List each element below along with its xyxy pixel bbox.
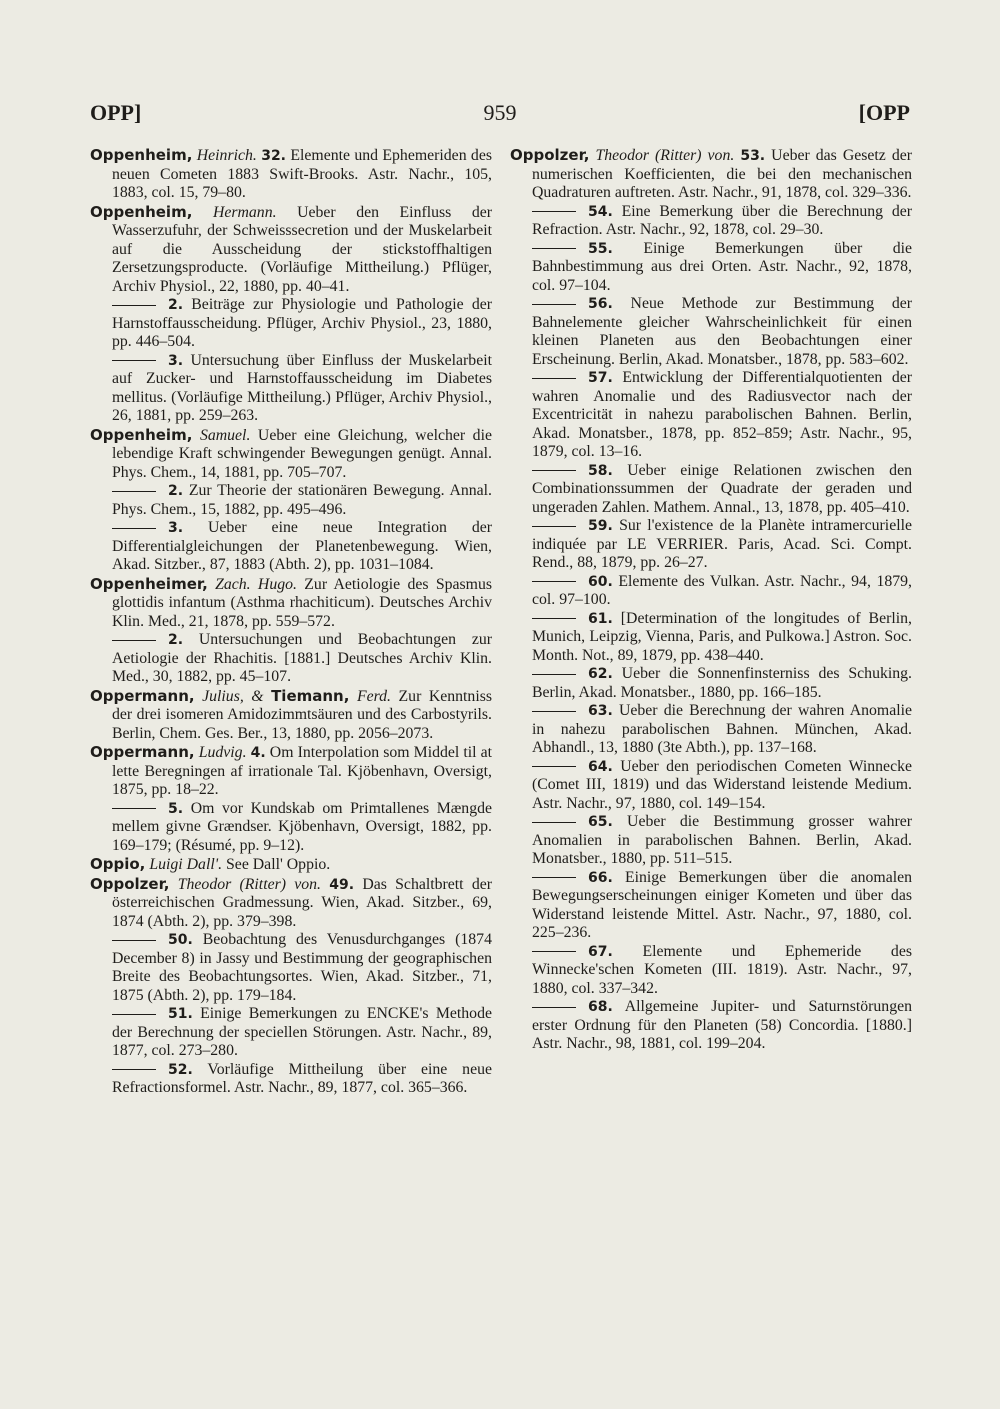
ditto-dash — [112, 640, 156, 641]
ditto-dash — [112, 360, 156, 361]
entry-number: 64. — [588, 758, 613, 775]
bibliography-entry — [90, 426, 492, 483]
entry-text: Ueber den Einfluss der Wasserzufuhr, der Schweisssecretion und der Muskelarbeit auf die Ausscheidung der stickstoffhaltigen Zersetzungsproducte. (Vorläufige Mittheilung.) Pflüger, Archiv Physiol., 22, 1880, pp. 40–41. — [112, 203, 493, 295]
bibliography-entry — [90, 855, 492, 875]
sub-entry — [90, 482, 492, 519]
entry-number: 2. — [168, 483, 184, 499]
bibliography-entry — [90, 875, 492, 932]
right-column — [510, 146, 912, 1054]
entry-text: Ueber das Gesetz der numerischen Koefficienten, die bei den mechanischen Quadraturen auftreten. Astr. Nachr., 91, 1878, col. 329–336. — [532, 147, 912, 201]
entry-text: Sur l'existence de la Planète intramercurielle indiquée par LE VERRIER. Paris, Acad. Sci. Compt. Rend., 88, 1879, pp. 26–27. — [532, 517, 912, 571]
sub-entry — [90, 931, 492, 1005]
entry-number: 3. — [168, 520, 184, 536]
entry-text: Einige Bemerkungen zu ENCKE's Methode der Berechnung der speciellen Störungen. Astr. Nachr., 89, 1877, col. 273–280. — [112, 1005, 492, 1059]
bibliography-entry — [90, 203, 492, 297]
sub-entry — [510, 998, 912, 1054]
entry-number: 65. — [588, 814, 613, 830]
sub-entry — [90, 352, 492, 426]
entry-text: Allgemeine Jupiter- und Saturnstörungen erster Ordnung für den Planeten (58) Concordia. [1880.] Astr. Nachr., 98, 1881, col. 199–204. — [532, 998, 913, 1052]
entry-number: 60. — [588, 573, 613, 590]
ditto-dash — [532, 877, 576, 878]
ditto-dash — [532, 766, 576, 767]
bibliography-entry — [90, 575, 492, 632]
sub-entry — [510, 665, 912, 702]
entry-text: Om Interpolation som Middel til at lette Beregningen af irrationale Tal. Kjöbenhavn, Oversigt, 1875, pp. 18–22. — [112, 744, 493, 798]
sub-entry — [90, 519, 492, 575]
entry-number: 3. — [168, 352, 184, 369]
ditto-dash — [112, 940, 156, 941]
sub-entry — [90, 1061, 492, 1098]
entry-text: Ueber die Bestimmung grosser wahrer Anomalien in parabolischen Bahnen. Berlin, Akad. Monatsber., 1880, pp. 511–515. — [532, 813, 912, 867]
entry-text: Zur Aetiologie des Spasmus glottidis infantum (Asthma rhachiticum). Deutsches Archiv Klin. Med., 21, 1878, pp. 559–572. — [112, 575, 492, 630]
entry-number: 68. — [588, 999, 613, 1015]
entry-text: Elemente und Ephemeride des Winnecke'schen Kometen (III. 1819). Astr. Nachr., 97, 1880, col. 337–342. — [532, 942, 912, 997]
entry-number: 51. — [168, 1006, 193, 1022]
entry-number: 32. — [261, 148, 287, 164]
entry-text: Elemente des Vulkan. Astr. Nachr., 94, 1879, col. 97–100. — [532, 572, 913, 608]
entry-text: Beobachtung des Venusdurchganges (1874 December 8) in Jassy und Bestimmung der geographischen Breite des Beobachtungsortes. Wien, Akad. Sitzber., 71, 1875 (Abth. 2), pp. 179–184. — [112, 931, 492, 1004]
author-given-name: Heinrich. — [196, 147, 257, 164]
ditto-dash — [532, 674, 576, 675]
author-name: Oppenheim, — [90, 146, 193, 164]
ditto-dash — [532, 1007, 576, 1008]
author-given-name: Hermann. — [212, 203, 277, 221]
author-given-name: Luigi Dall'. — [149, 856, 223, 873]
ditto-dash — [112, 528, 156, 529]
entry-text: Ueber eine Gleichung, welcher die lebendige Kraft schwingender Bewegungen genügt. Annal. Phys. Chem., 14, 1881, pp. 705–707. — [112, 426, 492, 481]
entry-number: 63. — [588, 703, 613, 719]
running-header — [90, 100, 910, 130]
entry-number: 2. — [168, 297, 184, 313]
sub-entry — [510, 702, 912, 758]
ditto-dash — [112, 491, 156, 492]
ditto-dash — [532, 211, 576, 212]
coauthor-given-name: Ferd. — [356, 687, 392, 705]
sub-entry — [510, 517, 912, 573]
entry-number: 59. — [588, 518, 613, 534]
ditto-dash — [532, 581, 576, 582]
author-given-name: Zach. Hugo. — [215, 575, 297, 593]
entry-text: Zur Theorie der stationären Bewegung. Annal. Phys. Chem., 15, 1882, pp. 495–496. — [112, 482, 493, 518]
entry-number: 54. — [588, 203, 613, 220]
entry-text: See Dall' Oppio. — [226, 856, 331, 873]
author-name: Oppermann, — [90, 743, 195, 761]
entry-text: Vorläufige Mittheilung über eine neue Refractionsformel. Astr. Nachr., 89, 1877, col. 365–366. — [112, 1060, 492, 1096]
author-name: Oppolzer, — [510, 146, 590, 164]
sub-entry — [90, 800, 492, 856]
author-given-name: Theodor (Ritter) von. — [177, 875, 322, 893]
sub-entry — [510, 295, 912, 369]
entry-number: 58. — [588, 462, 613, 479]
entry-text: Entwicklung der Differentialquotienten der wahren Anomalie und des Radiusvector nach der Excentricität in nahezu parabolischen Bahnen. Berlin, Akad. Monatsber., 1878, pp. 852–859; Astr. Nachr., 95, 1879, col. 13–16. — [532, 369, 912, 460]
entry-number: 53. — [740, 148, 766, 164]
bibliography-entry — [510, 146, 912, 203]
entry-text: Om vor Kundskab om Primtallenes Mængde mellem givne Grændser. Kjöbenhavn, Oversigt, 1882, pp. 169–179; (Résumé, pp. 9–12). — [112, 799, 492, 854]
entry-number: 61. — [588, 610, 613, 627]
entry-number: 52. — [168, 1061, 193, 1078]
ditto-dash — [112, 808, 156, 809]
left-column — [90, 146, 492, 1098]
bibliography-entry — [90, 687, 492, 744]
header-left: OPP] — [90, 100, 142, 125]
entry-text: [Determination of the longitudes of Berlin, Munich, Leipzig, Vienna, Paris, and Pulkowa.] Astron. Soc. Month. Not., 89, 1879, pp. 438–440. — [532, 609, 912, 664]
entry-number: 2. — [168, 632, 184, 648]
ditto-dash — [532, 618, 576, 619]
ditto-dash — [532, 304, 576, 305]
entry-number: 66. — [588, 869, 613, 886]
author-name: Oppermann, — [90, 686, 195, 705]
sub-entry — [510, 462, 912, 518]
bibliography-entry — [90, 743, 492, 800]
entry-text: Ueber einige Relationen zwischen den Combinationssummen der Quadrate der geraden und ungeraden Zahlen. Mathem. Annal., 13, 1878, pp. 405–410. — [532, 461, 912, 516]
entry-number: 50. — [168, 932, 193, 948]
author-name: Oppenheim, — [90, 202, 193, 221]
sub-entry — [90, 631, 492, 687]
entry-number: 5. — [168, 800, 184, 817]
header-right: [OPP — [858, 100, 910, 125]
author-name: Oppio, — [90, 855, 146, 873]
author-given-name: Theodor (Ritter) von. — [595, 147, 735, 164]
sub-entry — [510, 813, 912, 869]
entry-number: 57. — [588, 370, 613, 386]
entry-text: Ueber den periodischen Cometen Winnecke (Comet III, 1819) und das Widerstand leistende Medium. Astr. Nachr., 97, 1880, col. 149–154. — [532, 757, 912, 812]
entry-number: 49. — [329, 876, 355, 893]
entry-text: Ueber die Berechnung der wahren Anomalie in nahezu parabolischen Bahnen. München, Akad. Abhandl., 13, 1880 (3te Abth.), pp. 137–168. — [532, 702, 912, 756]
sub-entry — [90, 296, 492, 352]
author-given-name: Julius, & — [202, 687, 264, 705]
entry-text: Das Schaltbrett der österreichischen Gradmessung. Wien, Akad. Sitzber., 69, 1874 (Abth. 2), pp. 379–398. — [112, 875, 492, 930]
ditto-dash — [532, 822, 576, 823]
page-number: 959 — [483, 100, 517, 125]
ditto-dash — [532, 470, 576, 471]
ditto-dash — [532, 248, 576, 249]
author-given-name: Samuel. — [199, 426, 251, 444]
entry-text: Ueber eine neue Integration der Differentialgleichungen der Planetenbewegung. Wien, Akad. Sitzber., 87, 1883 (Abth. 2), pp. 1031–1084. — [112, 519, 492, 573]
author-name: Oppenheim, — [90, 425, 193, 444]
entry-text: Elemente und Ephemeriden des neuen Cometen 1883 Swift-Brooks. Astr. Nachr., 105, 1883, col. 15, 79–80. — [112, 147, 492, 201]
entry-text: Einige Bemerkungen über die Bahnbestimmung aus drei Orten. Astr. Nachr., 92, 1878, col. 97–104. — [532, 239, 913, 294]
sub-entry — [90, 1005, 492, 1061]
entry-number: 67. — [588, 943, 613, 960]
coauthor-name: Tiemann, — [271, 686, 350, 705]
entry-number: 62. — [588, 666, 613, 682]
entry-text: Beiträge zur Physiologie und Pathologie der Harnstoffausscheidung. Pflüger, Archiv Physiol., 23, 1880, pp. 446–504. — [112, 296, 492, 350]
ditto-dash — [112, 305, 156, 306]
entry-number: 55. — [588, 240, 613, 257]
ditto-dash — [532, 951, 576, 952]
sub-entry — [510, 869, 912, 943]
entry-number: 56. — [588, 296, 613, 312]
sub-entry — [510, 573, 912, 610]
ditto-dash — [532, 526, 576, 527]
author-given-name: Ludvig. — [198, 744, 247, 761]
entry-text: Untersuchung über Einfluss der Muskelarbeit auf Zucker- und Harnstoffausscheidung im Diabetes mellitus. (Vorläufige Mittheilung.) Pflüger, Archiv Physiol., 26, 1881, pp. 259–263. — [112, 351, 492, 424]
author-name: Oppenheimer, — [90, 574, 208, 593]
sub-entry — [510, 943, 912, 999]
entry-text: Neue Methode zur Bestimmung der Bahnelemente gleicher Wahrscheinlichkeit für einen kleinen Planeten aus den Beobachtungen einer Erscheinung. Berlin, Akad. Monatsber., 1878, pp. 583–602. — [532, 295, 912, 368]
ditto-dash — [532, 378, 576, 379]
author-name: Oppolzer, — [90, 874, 170, 893]
ditto-dash — [112, 1014, 156, 1015]
sub-entry — [510, 610, 912, 666]
entry-text: Einige Bemerkungen über die anomalen Bewegungserscheinungen einiger Kometen und über das Widerstand leistende Mittel. Astr. Nachr., 97, 1880, col. 225–236. — [532, 868, 913, 941]
entry-text: Untersuchungen und Beobachtungen zur Aetiologie der Rhachitis. [1881.] Deutsches Archiv Klin. Med., 30, 1882, pp. 45–107. — [112, 631, 492, 685]
ditto-dash — [112, 1069, 156, 1070]
entry-text: Ueber die Sonnenfinsterniss des Schuking. Berlin, Akad. Monatsber., 1880, pp. 166–185. — [532, 665, 912, 701]
entry-text: Eine Bemerkung über die Berechnung der Refraction. Astr. Nachr., 92, 1878, col. 29–30. — [532, 202, 912, 238]
sub-entry — [510, 240, 912, 296]
bibliography-entry — [90, 146, 492, 203]
ditto-dash — [532, 711, 576, 712]
entry-number: 4. — [250, 745, 266, 761]
sub-entry — [510, 369, 912, 462]
sub-entry — [510, 758, 912, 814]
entry-text: Zur Kenntniss der drei isomeren Amidozimmtsäuren und des Carbostyrils. Berlin, Chem. Ges. Ber., 13, 1880, pp. 2056–2073. — [112, 687, 493, 742]
sub-entry — [510, 203, 912, 240]
